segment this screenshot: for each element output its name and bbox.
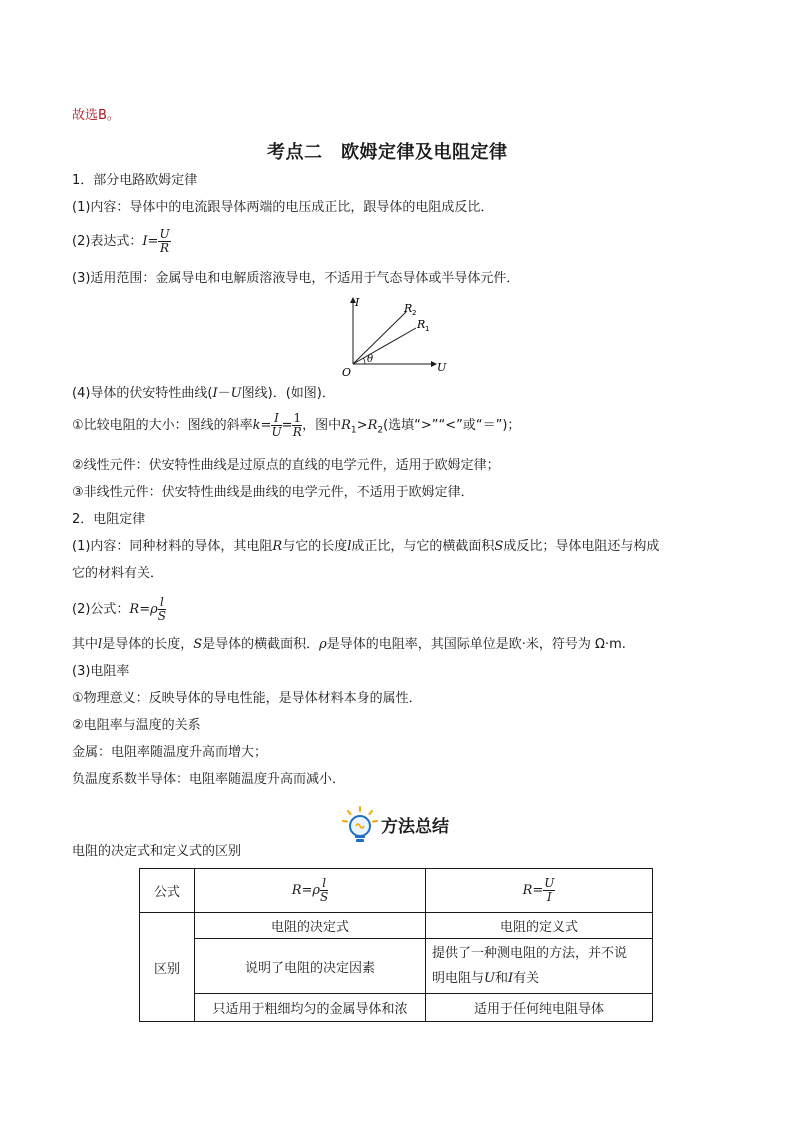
- r2-label: R: [404, 302, 413, 315]
- where-a: 其中: [72, 637, 99, 652]
- h2-den: I: [546, 890, 552, 904]
- table-row: [140, 939, 653, 994]
- s1-content: (1)内容：导体中的电流跟导体两端的电压成正比，跟导体的电阻成反比．: [72, 200, 494, 215]
- r2-sub: 2: [412, 309, 417, 317]
- section-title: 考点二 欧姆定律及电阻定律: [267, 142, 508, 163]
- compare-text-c: (选填“>”“<”或“＝”)；: [383, 418, 521, 433]
- h1-num: l: [320, 877, 328, 891]
- slope-fraction-2: [292, 412, 302, 439]
- s2-c1-s: S: [494, 539, 504, 554]
- s2-c1d: 成反比；导体电阻还与构成: [503, 539, 660, 554]
- origin-label: O: [342, 366, 352, 378]
- formula-num: l: [158, 596, 166, 610]
- header-formula-1: [195, 869, 426, 913]
- theta-label: θ: [367, 354, 374, 365]
- table-cell: 电阻的决定式: [195, 913, 426, 939]
- lightbulb-icon: [340, 805, 380, 845]
- method-subtitle: 电阻的决定式和定义式的区别: [72, 844, 242, 859]
- r2c2-b2: 和: [494, 971, 508, 986]
- curve-text-c: 图线)．(如图)．: [241, 386, 335, 401]
- r2c2-b1: 明电阻与: [432, 971, 485, 986]
- rho-metal: 金属：电阻率随温度升高而增大；: [72, 745, 268, 760]
- s1-scope: (3)适用范围：金属导电和电解质溶液导电，不适用于气态导体或半导体元件．: [72, 271, 520, 286]
- rho-heading: (3)电阻率: [72, 664, 130, 679]
- h1-den: S: [320, 890, 329, 904]
- table-cell: 说明了电阻的决定因素: [195, 939, 426, 994]
- compare-text-a: ①比较电阻的大小：图线的斜率: [72, 418, 253, 433]
- where-s: S: [193, 637, 203, 652]
- where-c: 是导体的横截面积．: [202, 637, 320, 652]
- expr-fraction: [158, 228, 170, 255]
- s2-c1-l: l: [347, 539, 352, 554]
- h2-lhs: R=: [522, 883, 544, 898]
- cmp-gt: >: [356, 418, 368, 433]
- slope-num-1: I: [271, 412, 281, 426]
- s2-c1-r: R: [272, 539, 283, 554]
- s1-linear: ②线性元件：伏安特性曲线是过原点的直线的电学元件，适用于欧姆定律；: [72, 458, 500, 473]
- s2-where: [72, 636, 626, 654]
- s2-c1a: (1)内容：同种材料的导体，其电阻: [72, 539, 273, 554]
- curve-i: I: [212, 386, 218, 401]
- where-b: 是导体的长度，: [102, 637, 194, 652]
- header-formula-2: [426, 869, 653, 913]
- r1-sub: 1: [425, 325, 430, 333]
- expr-lhs: I=: [142, 234, 159, 249]
- table-cell: 适用于任何纯电阻导体: [426, 994, 653, 1022]
- table-row: [140, 913, 653, 939]
- method-title: 方法总结: [381, 817, 449, 837]
- h1-fraction: [320, 877, 328, 904]
- slope-fraction-1: [271, 412, 281, 439]
- s1-nonlinear: ③非线性元件：伏安特性曲线是曲线的电学元件，不适用于欧姆定律．: [72, 485, 474, 500]
- where-rho: ρ: [319, 637, 327, 652]
- formula-lhs: R=ρ: [129, 602, 158, 617]
- s2-content-1: [72, 538, 659, 556]
- where-l: l: [98, 637, 103, 652]
- expr-den: R: [159, 241, 170, 255]
- h2-fraction: [543, 877, 555, 904]
- table-row: [140, 869, 653, 913]
- s1-expression: [72, 228, 171, 255]
- s1-curve: [72, 385, 335, 403]
- comparison-table: [139, 868, 653, 1022]
- table-cell: 只适用于粗细均匀的金属导体和浓: [195, 994, 426, 1022]
- s1-heading: 1．部分电路欧姆定律: [72, 173, 198, 188]
- s1-compare: [72, 412, 520, 440]
- slope-num-2: 1: [293, 411, 302, 425]
- formula-label: (2)公式：: [72, 602, 130, 617]
- row-label-cell: 区别: [140, 913, 195, 1022]
- table-cell: [426, 939, 653, 994]
- r2c2-i: I: [508, 971, 514, 986]
- cmp-r2-sub: 2: [377, 425, 384, 436]
- curve-text-b: －: [217, 386, 231, 401]
- h1-lhs: R=ρ: [291, 883, 321, 898]
- header-label-cell: 公式: [140, 869, 195, 913]
- where-d: 是导体的电阻率，其国际单位是欧·米，符号为 Ω·m.: [326, 637, 626, 652]
- answer-note: 故选B。: [72, 108, 120, 123]
- rho-semiconductor: 负温度系数半导体：电阻率随温度升高而减小．: [72, 772, 346, 787]
- table-cell: 电阻的定义式: [426, 913, 653, 939]
- slope-eq: =: [281, 418, 293, 433]
- s2-content-2: 它的材料有关．: [72, 566, 164, 581]
- rho-meaning: ①物理意义：反映导体的导电性能，是导体材料本身的属性．: [72, 691, 422, 706]
- r2c2-u: U: [484, 971, 495, 986]
- cmp-r1: R: [341, 418, 351, 433]
- expr-label: (2)表达式：: [72, 234, 143, 249]
- rho-temperature: ②电阻率与温度的关系: [72, 718, 201, 733]
- slope-den-1: U: [271, 425, 282, 439]
- r1-label: R: [417, 318, 426, 331]
- r2c2-b3: 有关: [513, 971, 540, 986]
- curve-u: U: [230, 386, 242, 401]
- s2-heading: 2．电阻定律: [72, 512, 146, 527]
- slope-den-2: R: [292, 425, 302, 439]
- curve-text-a: (4)导体的伏安特性曲线(: [72, 386, 213, 401]
- iu-graph: [338, 292, 458, 378]
- h2-num: U: [544, 876, 555, 890]
- s2-c1b: 与它的长度: [282, 539, 348, 554]
- cmp-r1-sub: 1: [350, 425, 357, 436]
- cmp-r2: R: [367, 418, 378, 433]
- expr-num: U: [159, 227, 170, 241]
- axis-i-label: I: [355, 296, 360, 309]
- s2-c1c: 成正比，与它的横截面积: [351, 539, 495, 554]
- formula-fraction: [158, 596, 166, 623]
- slope-k: k=: [252, 418, 272, 433]
- r2c2-line-1: 提供了一种测电阻的方法，并不说: [432, 946, 628, 961]
- axis-u-label: U: [437, 361, 447, 374]
- table-row: [140, 994, 653, 1022]
- s2-formula: [72, 596, 166, 623]
- theta-arc: [364, 358, 366, 364]
- compare-text-b: ，图中: [302, 418, 342, 433]
- formula-den: S: [157, 609, 166, 623]
